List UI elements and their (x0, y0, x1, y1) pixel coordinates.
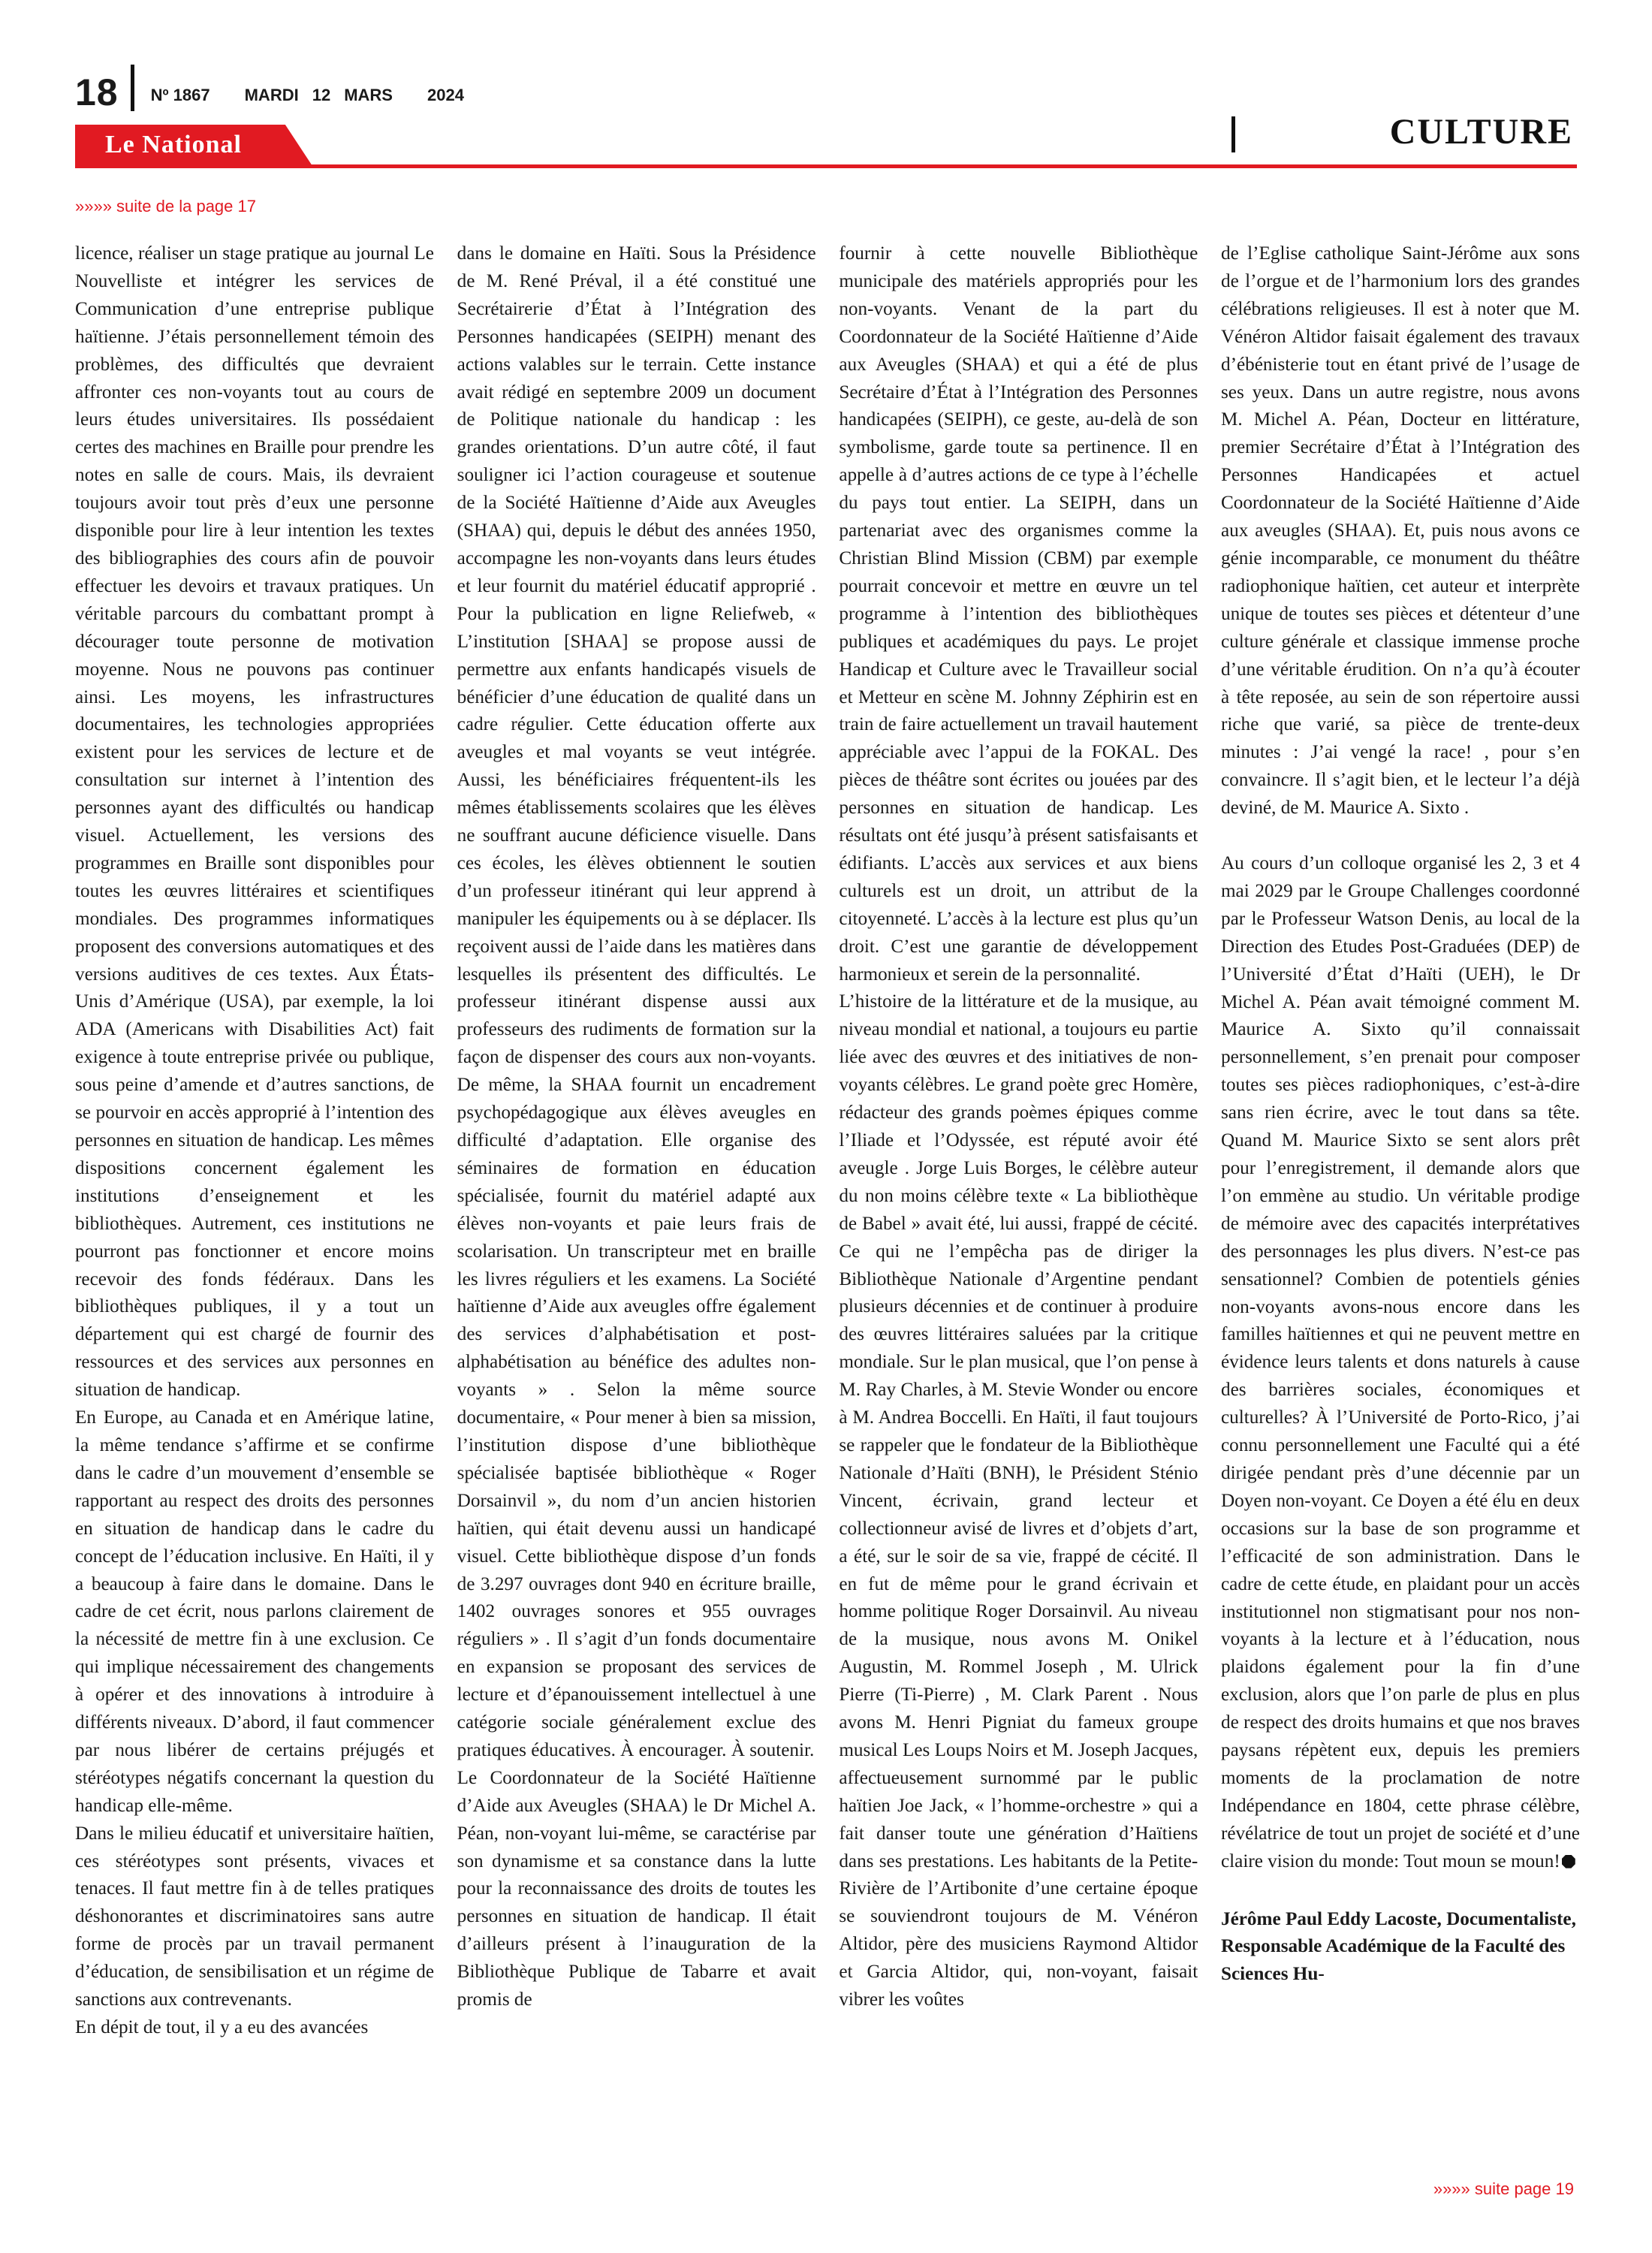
paragraph: Le Coordonnateur de la Société Haïtienne d’Aide aux Aveugles (SHAA) le Dr Michel A. Péan, non-voyant lui-même, se caractérise par son dynamisme et sa constance dans la lutte pour la reconnaissance des droits de toutes les personnes en situation de handicap. Il était d’ailleurs présent à l’inauguration de la Bibliothèque Publique de Tabarre et avait promis de (457, 1767, 816, 2010)
article-column-1 (75, 240, 434, 2178)
issue-number: Nº 1867 (150, 86, 210, 104)
paragraph: licence, réaliser un stage pratique au journal Le Nouvelliste et intégrer les services de Communication d’une entreprise publique haïtienne. J’étais personnellement témoin des problèmes, des difficultés que devraient affronter ces non-voyants tout au cours de leurs études universitaires. Ils possédaient certes des machines en Braille pour prendre les notes en salle de cours. Mais, ils devraient toujours avoir tout près d’eux une personne disponible pour lire à leur intention les textes des bibliographies des cours afin de pouvoir effectuer les devoirs et travaux pratiques. Un véritable parcours du combattant prompt à décourager toute personne de motivation moyenne. Nous ne pouvons pas continuer ainsi. Les moyens, les infrastructures documentaires, les technologies appropriées existent pour les services de lecture et de consultation sur internet à l’intention des personnes ayant des difficultés ou handicap visuel. Actuellement, les versions des programmes en Braille sont disponibles pour toutes les œuvres littéraires et scientifiques mondiales. Des programmes informatiques proposent des conversions automatiques et des versions auditives de ces textes. Aux États-Unis d’Amérique (USA), par exemple, la loi ADA (Americans with Disabilities Act) fait exigence à toute entreprise privée ou publique, sous peine d’amende et d’autres sanctions, de se pourvoir en accès approprié à l’intention des personnes en situation de handicap. Les mêmes dispositions concernent également les institutions d’enseignement et les bibliothèques. Autrement, ces institutions ne pourront pas fonctionner et encore moins recevoir des fonds fédéraux. Dans les bibliothèques publiques, il y a tout un département qui est chargé de fournir des ressources et des services aux personnes en situation de handicap. (75, 243, 434, 1401)
end-of-article-icon (1562, 1855, 1575, 1868)
paragraph: En Europe, au Canada et en Amérique latine, la même tendance s’affirme et se confirme dans le cadre d’un mouvement d’ensemble se rapportant au respect des droits des personnes en situation de handicap dans le cadre du concept de l’éducation inclusive. En Haïti, il y a beaucoup à faire dans le domaine. Dans le cadre de cet écrit, nous parlons clairement de la nécessité de mettre fin à une exclusion. Ce qui implique nécessairement des changements à opérer et des innovations à introduire à différents niveaux. D’abord, il faut commencer par nous libérer de certains préjugés et stéréotypes négatifs concernant la question du handicap elle-même. (75, 1407, 434, 1816)
paragraph: En dépit de tout, il y a eu des avancées (75, 2017, 369, 2037)
article-column-4 (1221, 240, 1580, 2178)
article-column-3 (839, 240, 1198, 2178)
continued-to-link[interactable]: »»»» suite page 19 (1433, 2179, 1574, 2198)
date-month: MARS (344, 86, 393, 104)
paragraph-text: Au cours d’un colloque organisé les 2, 3 et 4 mai 2029 par le Groupe Challenges coordonné par le Professeur Watson Denis, au local de la Direction des Etudes Post-Graduées (DEP) de l’Université d’État d’Haïti (UEH), le Dr Michel A. Péan avait témoigné comment M. Maurice A. Sixto qu’il connaissait personnellement, s’en prenait pour composer toutes ses pièces radiophoniques, c’est-à-dire sans rien écrire, avec le tout dans sa tête. Quand M. Maurice Sixto se sent alors prêt pour l’enregistrement, il demande alors que l’on emmène au studio. Un véritable prodige de mémoire avec des capacités interprétatives des personnages les plus divers. N’est-ce pas sensationnel? Combien de potentiels génies non-voyants avons-nous encore dans les familles haïtiennes et qui ne peuvent mettre en évidence leurs talents et dons naturels à cause des barrières sociales, économiques et culturelles? À l’Université de Porto-Rico, j’ai connu personnellement une Faculté qui a été dirigée pendant près d’une décennie par un Doyen non-voyant. Ce Doyen a été élu en deux occasions sur la base de son programme et l’efficacité de son administration. Dans le cadre de cette étude, en plaidant pour un accès institutionnel non stigmatisant pour nos non-voyants à la lecture et à l’éducation, nous plaidons également pour la fin d’une exclusion, alors que l’on parle de plus en plus de respect des droits humains et que nos braves paysans répètent eux, depuis les premiers moments de la proclamation de notre Indépendance en 1804, cette phrase célèbre, révélatrice de tout un projet de société et d’une claire vision du monde: Tout moun se moun! (1220, 853, 1580, 1871)
paragraph: fournir à cette nouvelle Bibliothèque municipale des matériels appropriés pour les non-voyants. Venant de la part du Coordonnateur de la Société Haïtienne d’Aide aux Aveugles (SHAA) et qui a été de plus Secrétaire d’État à l’Intégration des Personnes handicapées (SEIPH), ce geste, au-delà de son symbolisme, garde toute sa pertinence. Il en appelle à d’autres actions de ce type à l’échelle du pays tout entier. La SEIPH, dans un partenariat avec des organismes comme la Christian Blind Mission (CBM) par exemple pourrait concevoir et mettre en œuvre un tel programme à l’intention des bibliothèques publiques et académiques du pays. Le projet Handicap et Culture avec le Travailleur social et Metteur en scène M. Johnny Zéphirin est en train de faire actuellement un travail hautement appréciable avec l’appui de la FOKAL. Des pièces de théâtre sont écrites ou jouées par des personnes en situation de handicap. Les résultats ont été jusqu’à présent satisfaisants et édifiants. L’accès aux services et aux biens culturels est un droit, un attribut de la citoyenneté. L’accès à la lecture est plus qu’un droit. C’est une garantie de développement harmonieux et serein de la personnalité. (839, 243, 1198, 985)
date-day: 12 (312, 86, 331, 104)
page-number-divider (131, 65, 134, 111)
paragraph: L’histoire de la littérature et de la musique, au niveau mondial et national, a toujours eu partie liée avec des œuvres et des initiatives de non-voyants célèbres. Le grand poète grec Homère, rédacteur des grands poèmes épiques comme l’Iliade et l’Odyssée, est réputé avoir été aveugle . Jorge Luis Borges, le célèbre auteur du non moins célèbre texte « La bibliothèque de Babel » avait été, lui aussi, frappé de cécité. Ce qui ne l’empêcha pas de diriger la Bibliothèque Nationale d’Argentine pendant plusieurs décennies et de continuer à produire des œuvres littéraires saluées par la critique mondiale. Sur le plan musical, que l’on pense à M. Ray Charles, à M. Stevie Wonder ou encore à M. Andrea Boccelli. En Haïti, il faut toujours se rappeler que le fondateur de la Bibliothèque Nationale d’Haïti (BNH), le Président Sténio Vincent, écrivain, grand lecteur et collectionneur avisé de livres et d’objets d’art, a été, sur le soir de sa vie, frappé de cécité. Il en fut de même pour le grand écrivain et homme politique Roger Dorsainvil. Au niveau de la musique, nous avons M. Onikel Augustin, M. Rommel Joseph , M. Ulrick Pierre (Ti-Pierre) , M. Clark Parent . Nous avons M. Henri Pigniat du fameux groupe musical Les Loups Noirs et M. Joseph Jacques, affectueusement surnommé par le public haïtien Joe Jack, « l’homme-orchestre » qui a fait danser toute une génération d’Haïtiens dans ses prestations. Les habitants de la Petite-Rivière de l’Artibonite d’une certaine époque se souviendront toujours de M. Vénéron Altidor, père des musiciens Raymond Altidor et Garcia Altidor, qui, non-voyant, faisait vibrer les voûtes (839, 991, 1198, 2010)
brand-logo-text: Le National (105, 131, 242, 158)
paragraph: dans le domaine en Haïti. Sous la Présidence de M. René Préval, il a été constitué une Secrétairerie d’État à l’Intégration des Personnes handicapées (SEIPH) menant des actions valables sur le terrain. Cette instance avait rédigé en septembre 2009 un document de Politique nationale du handicap : les grandes orientations. D’un autre côté, il faut souligner ici l’action courageuse et soutenue de la Société Haïtienne d’Aide aux Aveugles (SHAA) qui, depuis le début des années 1950, accompagne les non-voyants dans leurs études et leur fournit du matériel éducatif approprié . Pour la publication en ligne Reliefweb, « L’institution [SHAA] se propose aussi de permettre aux enfants handicapés visuels de bénéficier d’une éducation de qualité dans un cadre régulier. Cette éducation offerte aux aveugles et mal voyants se veut intégrée. Aussi, les bénéficiaires fréquentent-ils les mêmes établissements scolaires que les élèves ne souffrant aucune déficience visuelle. Dans ces écoles, les élèves obtiennent le soutien d’un professeur itinérant qui leur apprend à manipuler les équipements ou à se déplacer. Ils reçoivent aussi de l’aide dans les matières dans lesquelles ils présentent des difficultés. Le professeur itinérant dispense aussi aux professeurs des rudiments de formation sur la façon de dispenser des cours aux non-voyants. De même, la SHAA fournit un encadrement psychopédagogique aux élèves aveugles en difficulté d’adaptation. Elle organise des séminaires de formation en éducation spécialisée, fournit du matériel adapté aux élèves non-voyants et paie leurs frais de scolarisation. Un transcripteur met en braille les livres réguliers et les examens. La Société haïtienne d’Aide aux aveugles offre également des services d’alphabétisation et post-alphabétisation au bénéfice des adultes non-voyants » . Selon la même source documentaire, « Pour mener à bien sa mission, l’institution dispose d’une bibliothèque spécialisée baptisée bibliothèque « Roger Dorsainvil », du nom d’un ancien historien haïtien, qui était devenu aussi un handicapé visuel. Cette bibliothèque dispose d’un fonds de 3.297 ouvrages dont 940 en écriture braille, 1402 ouvrages sonores et 955 ouvrages réguliers » . Il s’agit d’un fonds documentaire en expansion se proposant des services de lecture et d’épanouissement intellectuel à une catégorie sociale généralement exclue des pratiques éducatives. À encourager. À soutenir. (457, 243, 816, 1760)
section-divider (1231, 116, 1235, 152)
paragraph: de l’Eglise catholique Saint-Jérôme aux sons de l’orgue et de l’harmonium lors des grandes célébrations religieuses. Il est à noter que M. Vénéron Altidor faisait également des travaux d’ébénisterie tout en étant privé de l’usage de ses yeux. Dans un autre registre, nous avons M. Michel A. Péan, Docteur en littérature, premier Secrétaire d’État à l’Intégration des Personnes Handicapées et actuel Coordonnateur de la Société Haïtienne d’Aide aux aveugles (SHAA). Et, puis nous avons ce génie incomparable, ce monument du théâtre radiophonique haïtien, cet auteur et interprète unique de toutes ses pièces et détenteur d’une culture générale et classique immense proche d’une véritable érudition. On n’a qu’à écouter à tête reposée, au sein de son répertoire aussi riche que varié, sa pièce de trente-deux minutes : J’ai vengé la race! , pour s’en convaincre. Il s’agit bien, et le lecteur l’a déjà deviné, de M. Maurice A. Sixto . (1220, 243, 1580, 819)
article-body (75, 240, 1580, 2178)
page-number: 18 (75, 71, 119, 113)
section-title: CULTURE (1389, 112, 1573, 152)
masthead-row (75, 66, 1577, 111)
paragraph: Dans le milieu éducatif et universitaire haïtien, ces stéréotypes sont présents, vivaces et tenaces. Il faut mettre fin à de telles pratiques déshonorantes et discriminatoires sans autre forme de procès par un travail permanent d’éducation, de sensibilisation et un régime de sanctions aux contrevenants. (75, 1823, 434, 2010)
continued-from-link[interactable]: »»»» suite de la page 17 (75, 197, 256, 216)
date-weekday: MARDI (244, 86, 299, 104)
article-column-2 (457, 240, 816, 2178)
date-year: 2024 (427, 86, 464, 104)
author-byline: Jérôme Paul Eddy Lacoste, Documentaliste, Responsable Académique de la Faculté des Sciences Hu- (1220, 1908, 1576, 1985)
header-rule (75, 164, 1577, 168)
paragraph-with-end (1221, 850, 1580, 1876)
